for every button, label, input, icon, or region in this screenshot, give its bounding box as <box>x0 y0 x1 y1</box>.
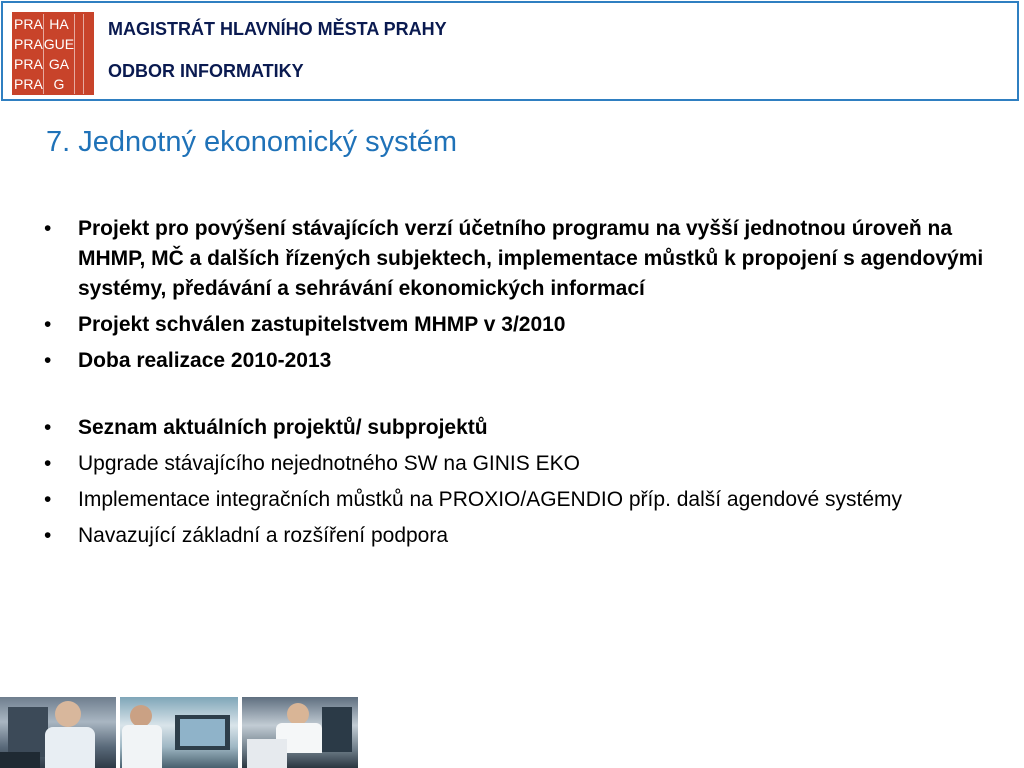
slide-title: 7. Jednotný ekonomický systém <box>46 126 458 158</box>
logo-cell: PRA <box>14 16 43 32</box>
office-photo <box>120 697 238 768</box>
bullet-glyph: • <box>44 416 52 439</box>
prague-logo <box>12 12 94 95</box>
list-item <box>42 346 992 376</box>
logo-cell <box>75 34 83 54</box>
logo-cell <box>75 54 83 74</box>
list-item-text: Upgrade stávajícího nejednotného SW na GINIS EKO <box>78 452 580 475</box>
office-photo <box>242 697 358 768</box>
office-photo <box>0 697 116 768</box>
logo-cell: PRA <box>14 56 43 72</box>
list-item <box>42 449 992 479</box>
bullet-glyph: • <box>44 524 52 547</box>
logo-cell: GUE <box>43 36 75 52</box>
list-item-text: Seznam aktuálních projektů/ subprojektů <box>78 416 488 439</box>
logo-cell: PRA <box>14 76 43 92</box>
bullet-glyph: • <box>44 488 52 511</box>
logo-cell <box>84 14 92 34</box>
list-item-text: Navazující základní a rozšíření podpora <box>78 524 449 547</box>
bullet-list <box>42 214 992 557</box>
list-item-text: Projekt schválen zastupitelstvem MHMP v 3/2010 <box>78 313 566 336</box>
bullet-glyph: • <box>44 313 52 336</box>
logo-cell <box>84 74 92 94</box>
logo-cell <box>84 54 92 74</box>
list-item-text: Implementace integračních můstků na PROXIO/AGENDIO příp. další agendové systémy <box>78 488 903 511</box>
list-item <box>42 214 992 304</box>
list-item-text: Doba realizace 2010-2013 <box>78 349 332 372</box>
logo-cell <box>75 74 83 94</box>
bullet-glyph: • <box>44 452 52 475</box>
logo-cell: PRA <box>14 36 43 52</box>
bullet-glyph: • <box>44 349 52 372</box>
list-item <box>42 485 992 515</box>
logo-cell <box>84 34 92 54</box>
spacer <box>42 382 992 413</box>
logo-cell: HA <box>44 14 75 34</box>
list-item <box>42 413 992 443</box>
logo-cell: GA <box>44 54 75 74</box>
bullet-glyph: • <box>44 217 52 240</box>
list-item <box>42 310 992 340</box>
organization-name: MAGISTRÁT HLAVNÍHO MĚSTA PRAHY <box>108 19 447 39</box>
header-band <box>1 1 1019 101</box>
list-item-text: Projekt pro povýšení stávajících verzí účetního programu na vyšší jednotnou úroveň na MHMP, MČ a dalších řízených subjektech, implementace můstků k propojení s agendovými systémy, předávání a sehrávání ekonomických informací <box>78 217 984 300</box>
list-item <box>42 521 992 551</box>
department-name: ODBOR INFORMATIKY <box>108 61 304 81</box>
logo-cell: G <box>44 74 75 94</box>
logo-cell <box>75 14 83 34</box>
